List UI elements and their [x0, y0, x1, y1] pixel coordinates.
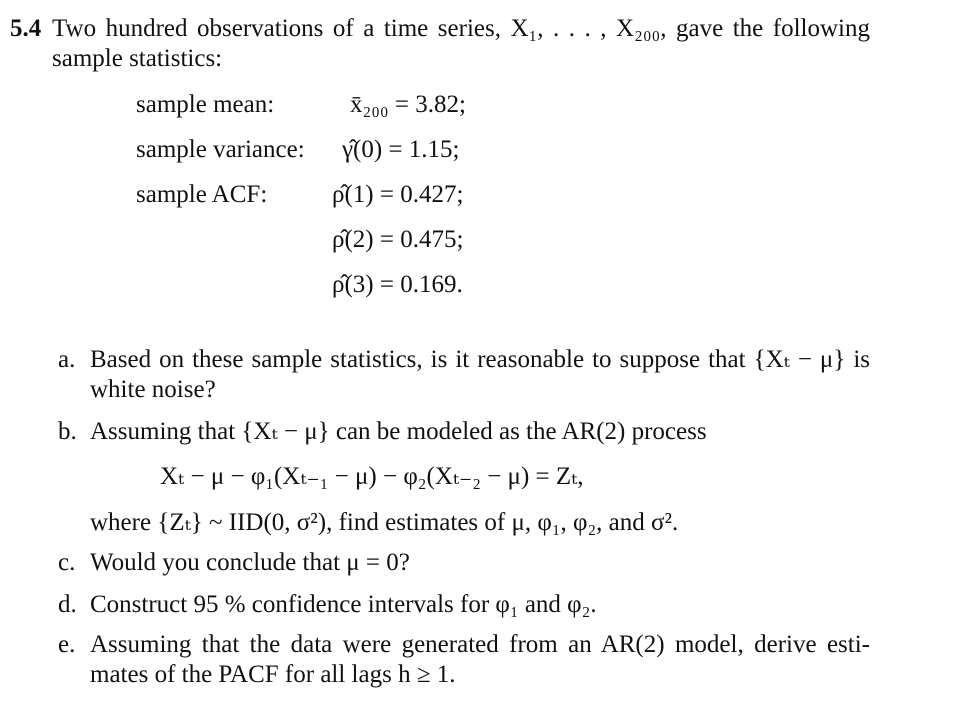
part-e-letter: e. — [58, 631, 76, 658]
problem-intro-line2: sample statistics: — [52, 45, 223, 72]
part-d-letter: d. — [58, 591, 77, 618]
stat-value-variance: γ̂(0) = 1.15; — [342, 136, 460, 163]
problem-intro-line1: Two hundred observations of a time series, X₁, . . . , X₂₀₀, gave the following — [52, 15, 870, 42]
part-c-line1: Would you conclude that μ = 0? — [90, 549, 410, 576]
part-a-line1: Based on these sample statistics, is it reasonable to suppose that {Xₜ − μ} is — [90, 346, 870, 373]
stat-value-acf-3: ρ̂(3) = 0.169. — [332, 271, 463, 298]
part-b-equation: Xₜ − μ − φ₁(Xₜ₋₁ − μ) − φ₂(Xₜ₋₂ − μ) = Zₜ, — [160, 463, 584, 490]
part-b-line1: Assuming that {Xₜ − μ} can be modeled as the AR(2) process — [90, 418, 707, 445]
part-a-letter: a. — [58, 346, 76, 373]
stat-value-acf-2: ρ̂(2) = 0.475; — [332, 226, 464, 253]
stat-value-mean: x̄₂₀₀ = 3.82; — [350, 91, 466, 118]
part-c-letter: c. — [58, 549, 76, 576]
part-b-line2: where {Zₜ} ~ IID(0, σ²), find estimates of μ, φ₁, φ₂, and σ². — [90, 509, 679, 536]
part-a-line2: white noise? — [90, 376, 216, 403]
stat-label-acf: sample ACF: — [136, 181, 268, 208]
part-b-letter: b. — [58, 418, 77, 445]
stat-label-mean: sample mean: — [136, 91, 275, 118]
stat-label-variance: sample variance: — [136, 136, 305, 163]
part-e-line1: Assuming that the data were generated from an AR(2) model, derive esti- — [90, 631, 870, 658]
problem-number: 5.4 — [10, 15, 42, 42]
stat-value-acf-1: ρ̂(1) = 0.427; — [332, 181, 464, 208]
part-d-line1: Construct 95 % confidence intervals for φ₁ and φ₂. — [90, 591, 597, 618]
part-e-line2: mates of the PACF for all lags h ≥ 1. — [90, 661, 456, 688]
